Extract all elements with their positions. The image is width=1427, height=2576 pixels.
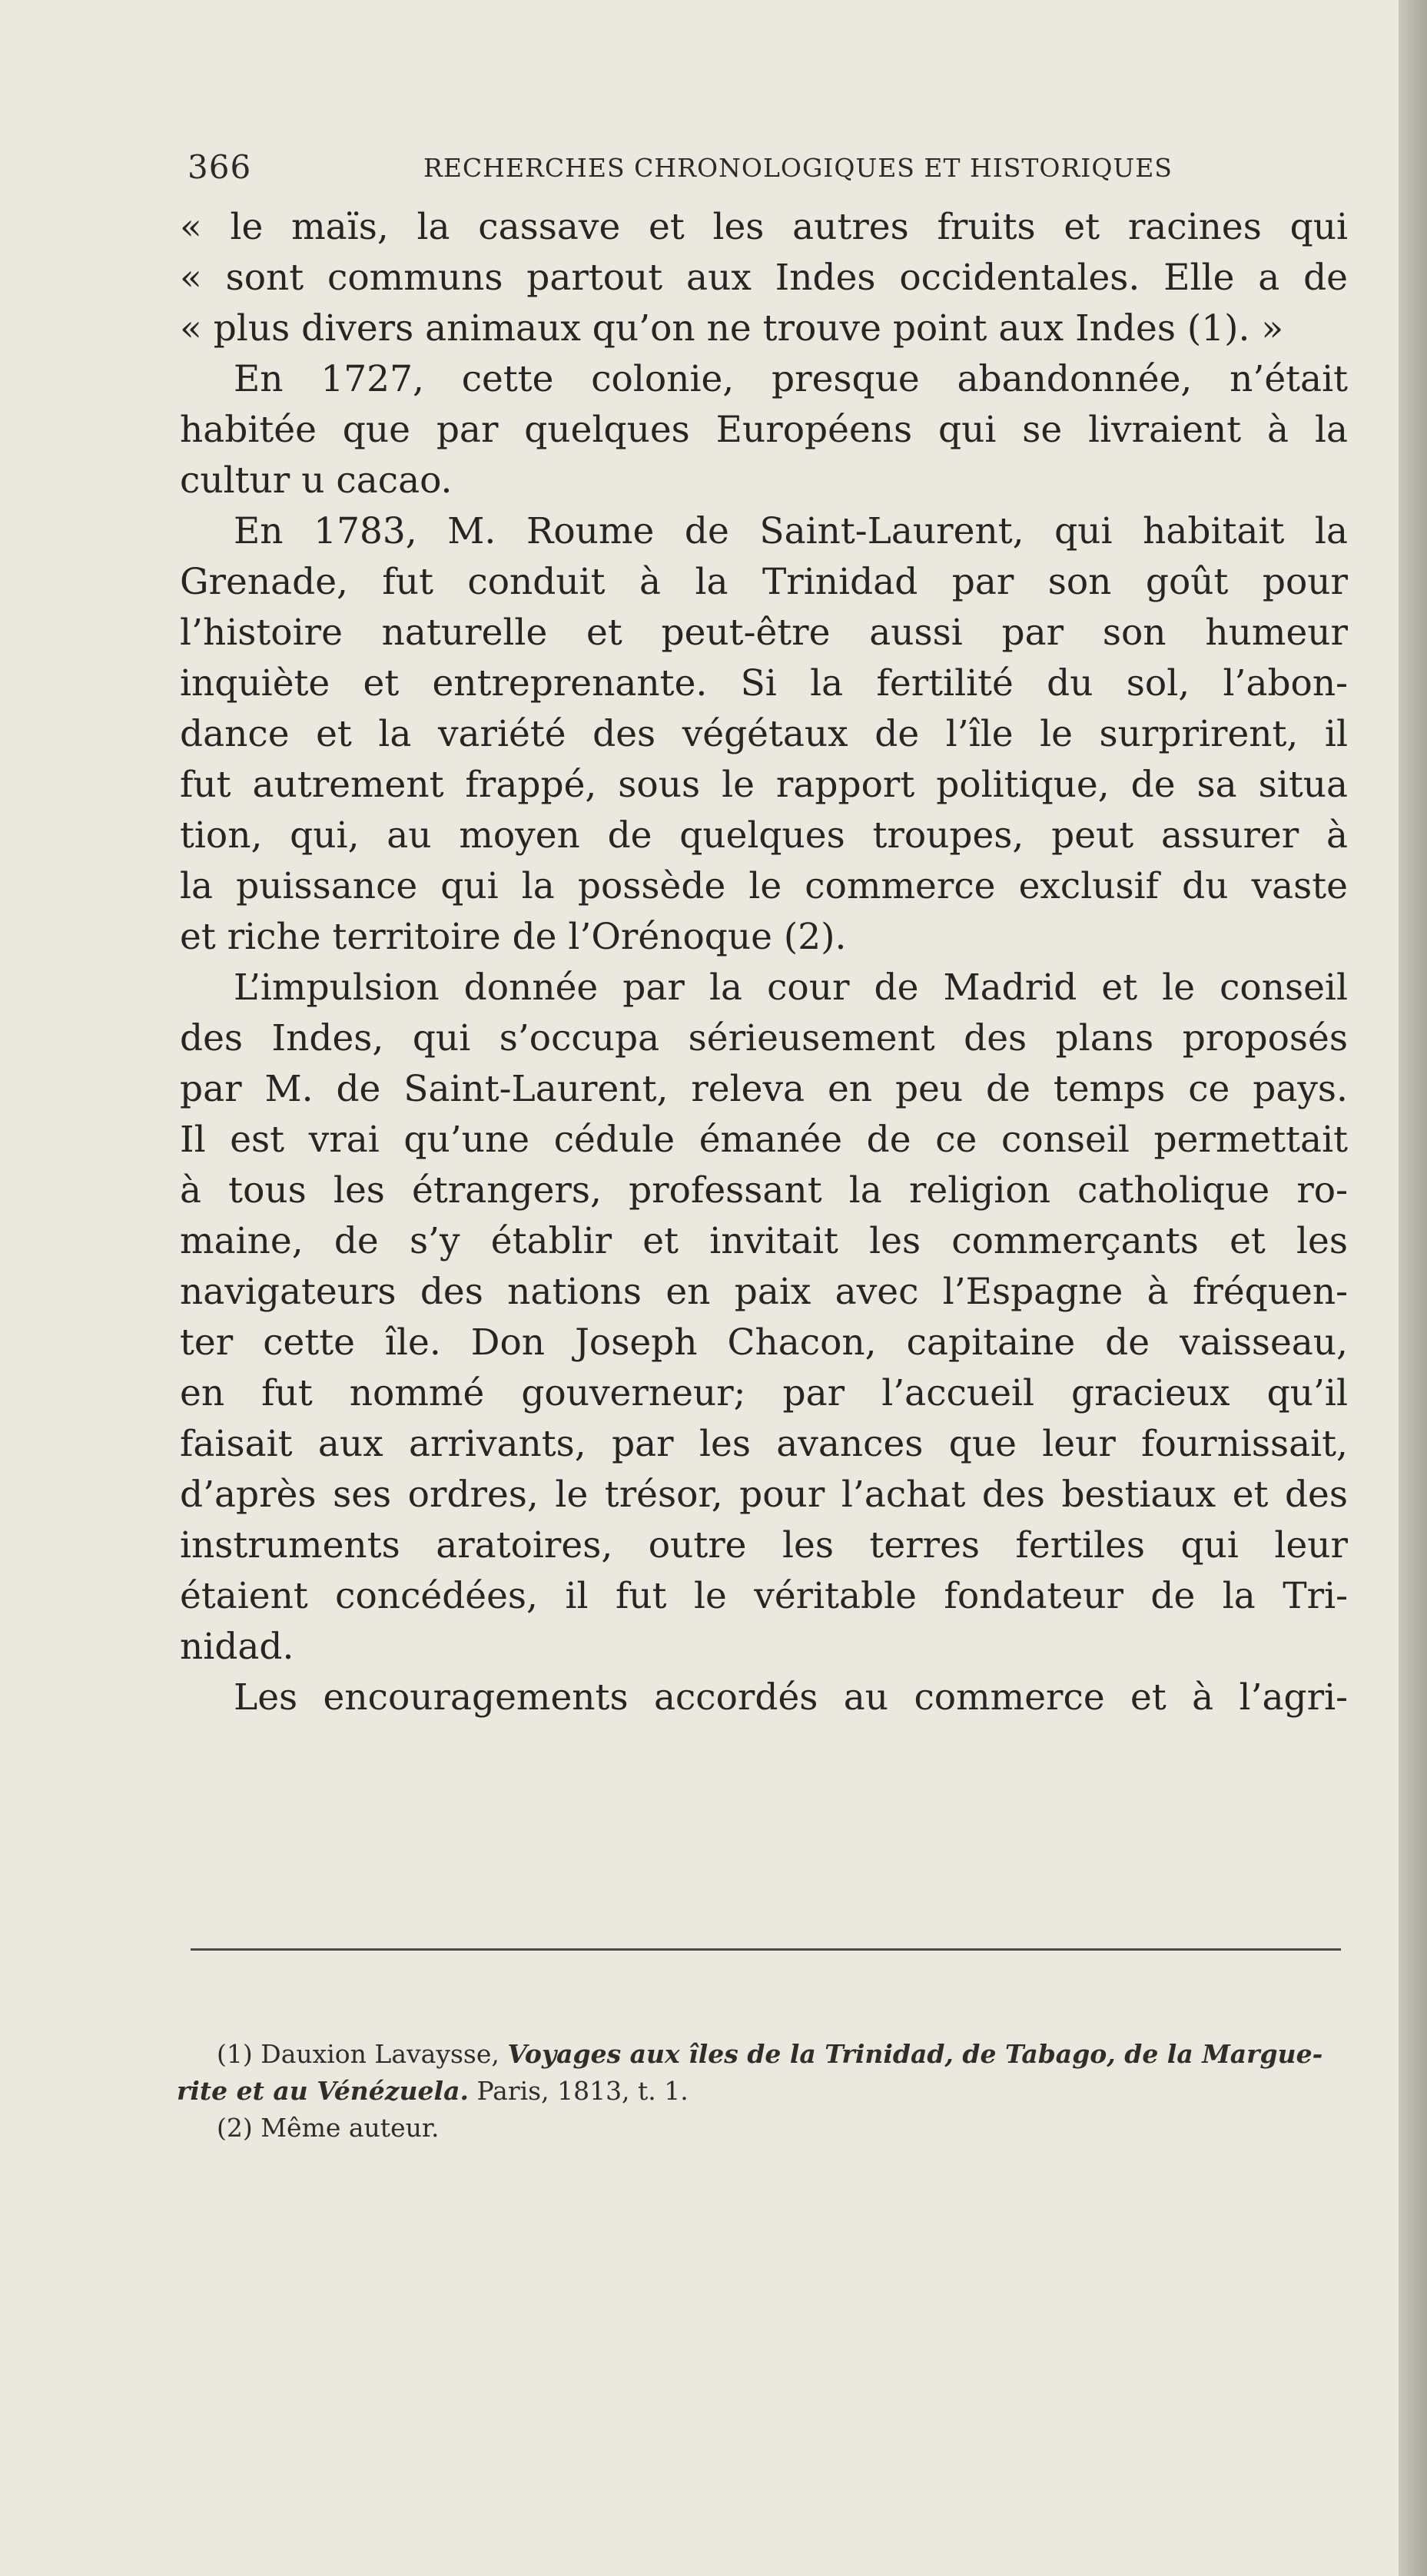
footnote-marker: (1) [217, 2039, 253, 2069]
text-line: En 1727, cette colonie, presque abandonnée, n’était [234, 358, 1348, 400]
text-line: étaient concédées, il fut le véritable fondateur de la Tri- [180, 1575, 1348, 1617]
footnote-title-continued: rite et au Vénézuela. [177, 2076, 469, 2106]
footnote-title: Voyages aux îles de la Trinidad, de Tabago, de la Margue- [507, 2039, 1323, 2069]
text-line: la puissance qui la possède le commerce exclusif du vaste [180, 865, 1348, 907]
text-line: en fut nommé gouverneur; par l’accueil gracieux qu’il [180, 1372, 1348, 1414]
text-line: fut autrement frappé, sous le rapport politique, de sa situa [180, 764, 1348, 806]
footnote-text: Même auteur. [261, 2113, 440, 2143]
text-line: « sont communs partout aux Indes occidentales. Elle a de [180, 257, 1348, 299]
footnote-marker: (2) [217, 2113, 253, 2143]
text-line: cultur u cacao. [180, 459, 453, 502]
text-line: tion, qui, au moyen de quelques troupes, peut assurer à [180, 814, 1348, 857]
text-line: inquiète et entreprenante. Si la fertilité du sol, l’abon- [180, 662, 1348, 705]
text-line: dance et la variété des végétaux de l’île le surprirent, il [180, 713, 1348, 755]
text-line: habitée que par quelques Européens qui se livraient à la [180, 409, 1348, 451]
text-line: et riche territoire de l’Orénoque (2). [180, 916, 847, 958]
footnote-2 [217, 2110, 1346, 2147]
text-line: « plus divers animaux qu’on ne trouve point aux Indes (1). » [180, 307, 1284, 350]
text-line: l’histoire naturelle et peut-être aussi par son humeur [180, 612, 1348, 654]
text-line: En 1783, M. Roume de Saint-Laurent, qui habitait la [234, 510, 1348, 552]
text-line: L’impulsion donnée par la cour de Madrid et le conseil [234, 966, 1348, 1009]
text-line: par M. de Saint-Laurent, releva en peu de temps ce pays. [180, 1068, 1348, 1110]
running-title: RECHERCHES CHRONOLOGIQUES ET HISTORIQUES [423, 153, 1173, 183]
footnote-imprint: Paris, 1813, t. 1. [476, 2076, 689, 2106]
page-edge [1399, 0, 1427, 2576]
text-line: faisait aux arrivants, par les avances que leur fournissait, [180, 1423, 1348, 1465]
text-line: « le maïs, la cassave et les autres fruits et racines qui [180, 206, 1348, 248]
text-line: Les encouragements accordés au commerce et à l’agri- [234, 1676, 1348, 1719]
text-line: Il est vrai qu’une cédule émanée de ce conseil permettait [180, 1119, 1348, 1161]
page-number: 366 [188, 148, 252, 186]
text-line: à tous les étrangers, professant la religion catholique ro- [180, 1169, 1348, 1212]
text-line: nidad. [180, 1626, 294, 1668]
text-line: des Indes, qui s’occupa sérieusement des plans proposés [180, 1017, 1348, 1059]
footnote-1-continued [177, 2073, 1346, 2110]
text-line: Grenade, fut conduit à la Trinidad par son goût pour [180, 561, 1348, 603]
main-text [180, 202, 1348, 1723]
page-header [0, 148, 1399, 194]
text-line: navigateurs des nations en paix avec l’Espagne à fréquen- [180, 1271, 1348, 1313]
footnote-1 [217, 2036, 1346, 2073]
text-line: ter cette île. Don Joseph Chacon, capitaine de vaisseau, [180, 1321, 1348, 1364]
footnote-author: Dauxion Lavaysse, [261, 2039, 499, 2069]
footnotes [177, 2036, 1346, 2147]
text-line: instruments aratoires, outre les terres fertiles qui leur [180, 1524, 1348, 1566]
text-line: d’après ses ordres, le trésor, pour l’achat des bestiaux et des [180, 1474, 1348, 1516]
footnote-rule [191, 1948, 1341, 1951]
text-line: maine, de s’y établir et invitait les commerçants et les [180, 1220, 1348, 1262]
